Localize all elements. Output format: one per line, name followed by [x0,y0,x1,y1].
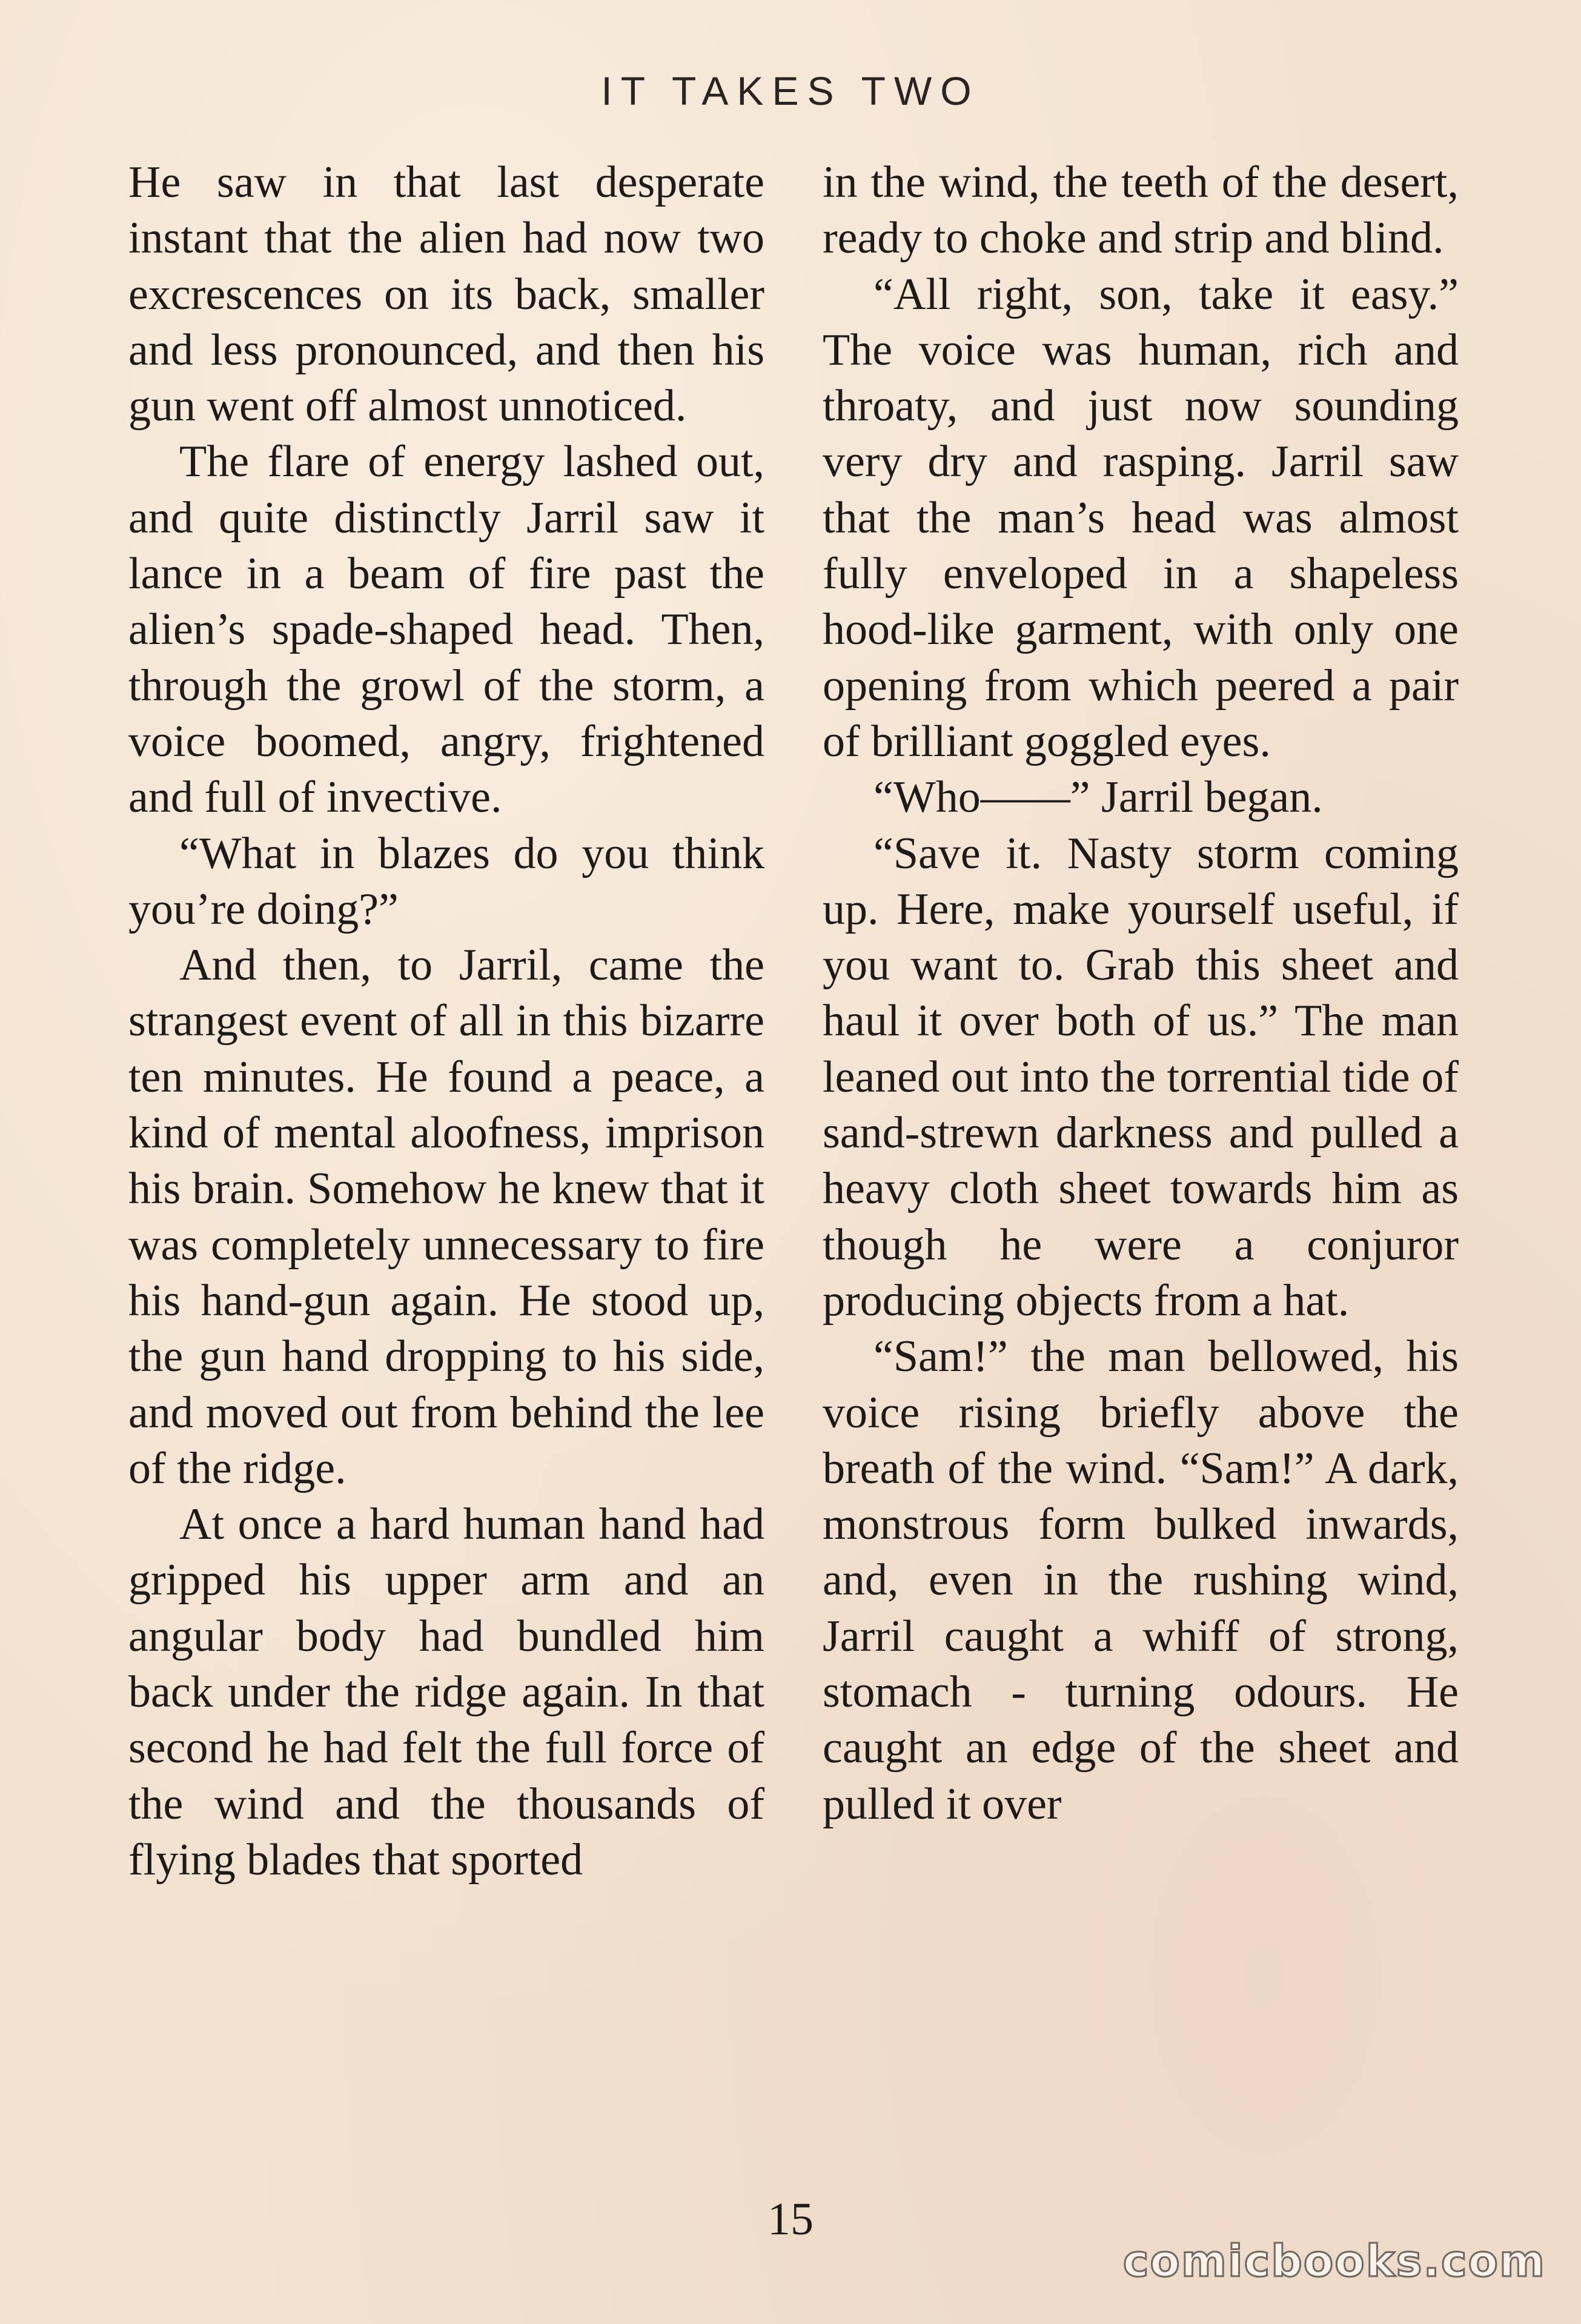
page-number: 15 [767,2194,814,2245]
left-column [128,154,764,1888]
paragraph: “Sam!” the man bellowed, his voice rising briefly above the breath of the wind. “Sam!” A dark, monstrous form bulked inwards, and, even in the rushing wind, Jarril caught a whiff of strong, stomach - turning odours. He caught an edge of the sheet and pulled it over [823,1332,1459,1829]
running-head: IT TAKES TWO [601,68,980,113]
paragraph: “All right, son, take it easy.” The voice was human, rich and throaty, and just now sounding very dry and rasping. Jarril saw that the man’s head was almost fully enveloped in a shapeless hood-like garment, with only one opening from which peered a pair of brilliant goggled eyes. [823,269,1459,766]
paragraph: “What in blazes do you think you’re doing?” [128,828,764,934]
paragraph: He saw in that last desperate instant that the alien had now two excrescences on its back, smaller and less pronounced, and then his gun went off almost unnoticed. [128,158,764,431]
paragraph: At once a hard human hand had gripped his upper arm and an angular body had bundled him back under the ridge again. In that second he had felt the full force of the wind and the thousands of flying blades that sported [128,1499,764,1885]
paragraph: And then, to Jarril, came the strangest event of all in this bizarre ten minutes. He found a peace, a kind of mental aloofness, imprison his brain. Somehow he knew that it was completely unnecessary to fire his hand-gun again. He stood up, the gun hand dropping to his side, and moved out from behind the lee of the ridge. [128,940,764,1493]
watermark: comicbooks.com [1122,2236,1546,2286]
paragraph: “Save it. Nasty storm coming up. Here, make yourself useful, if you want to. Grab this sheet and haul it over both of us.” The man leaned out into the torrential tide of sand-strewn darkness and pulled a heavy cloth sheet towards him as though he were a conjuror producing objects from a hat. [823,828,1459,1326]
right-column [823,154,1459,1832]
paragraph: “Who——” Jarril began. [873,772,1323,823]
paragraph: The flare of energy lashed out, and quite distinctly Jarril saw it lance in a beam of fire past the alien’s spade-shaped head. Then, through the growl of the storm, a voice boomed, angry, frightened and full of invective. [128,437,764,823]
paragraph: in the wind, the teeth of the desert, ready to choke and strip and blind. [823,158,1459,264]
